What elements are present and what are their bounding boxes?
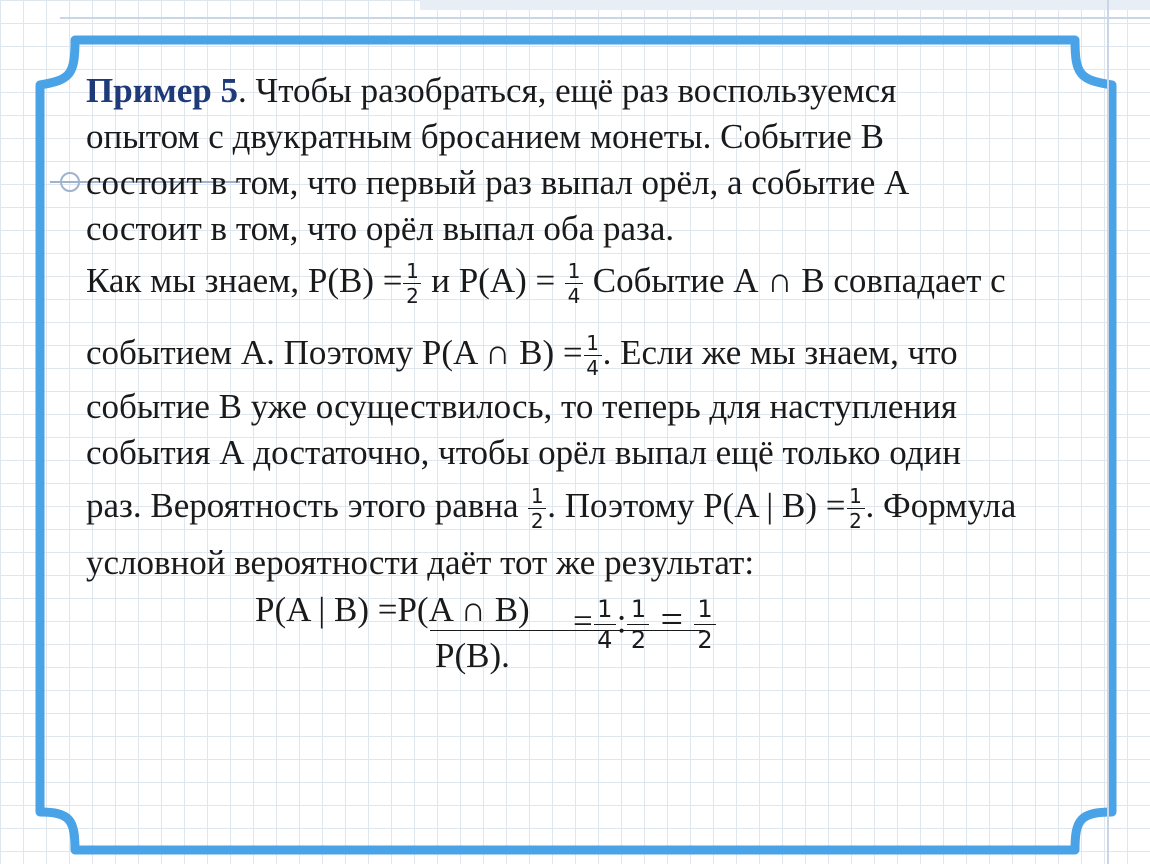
- formula-eq2: =: [650, 596, 694, 642]
- fraction-p-a: $\frac{1}{4}$: [565, 260, 583, 307]
- fraction-p-a-given-b: $\frac{1}{2}$: [847, 485, 865, 532]
- line-9: [86, 483, 1016, 532]
- example-label: Пример 5: [86, 71, 238, 110]
- line-5-c: Событие А ∩ В совпадает с: [584, 261, 1006, 300]
- line-6-a: событием А. Поэтому P(A ∩ B) =: [86, 333, 583, 372]
- line-6: [86, 330, 958, 379]
- line-9-a: раз. Вероятность этого равна: [86, 486, 528, 525]
- line-4: состоит в том, что орёл выпал оба раза.: [86, 209, 675, 248]
- formula-colon: :: [616, 601, 627, 641]
- formula-denominator: P(B).: [435, 636, 510, 675]
- fraction-p-ab: $\frac{1}{4}$: [584, 332, 602, 379]
- line-7: событие В уже осуществилось, то теперь для наступления: [86, 387, 957, 426]
- formula-lhs: P(A | B) =P(A ∩ B): [255, 590, 530, 629]
- line-3: состоит в том, что первый раз выпал орёл, а событие А: [86, 163, 910, 202]
- line-6-b: . Если же мы знаем, что: [602, 333, 958, 372]
- line-5-a: Как мы знаем, P(B) =: [86, 261, 403, 300]
- formula-fraction-result: $\frac{1}{2}$: [694, 595, 716, 654]
- line-5: [86, 258, 1006, 307]
- line-2: опытом с двукратным бросанием монеты. Событие В: [86, 117, 884, 156]
- fraction-probability: $\frac{1}{2}$: [528, 485, 546, 532]
- line-5-b: и P(A) =: [422, 261, 565, 300]
- line-8: события А достаточно, чтобы орёл выпал ещё только один: [86, 433, 961, 472]
- line-9-b: . Поэтому P(A | B) =: [547, 486, 846, 525]
- line-10: условной вероятности даёт тот же результат:: [86, 543, 755, 582]
- formula-eq1: =: [573, 601, 593, 641]
- line-9-c: . Формула: [865, 486, 1017, 525]
- formula-rhs: [573, 595, 717, 654]
- line-1-text: . Чтобы разобраться, ещё раз воспользуемся: [237, 71, 897, 110]
- fraction-p-b: $\frac{1}{2}$: [403, 260, 421, 307]
- line-1: [86, 68, 896, 114]
- formula-fraction-1: $\frac{1}{4}$: [594, 595, 616, 654]
- formula-fraction-2: $\frac{1}{2}$: [627, 595, 649, 654]
